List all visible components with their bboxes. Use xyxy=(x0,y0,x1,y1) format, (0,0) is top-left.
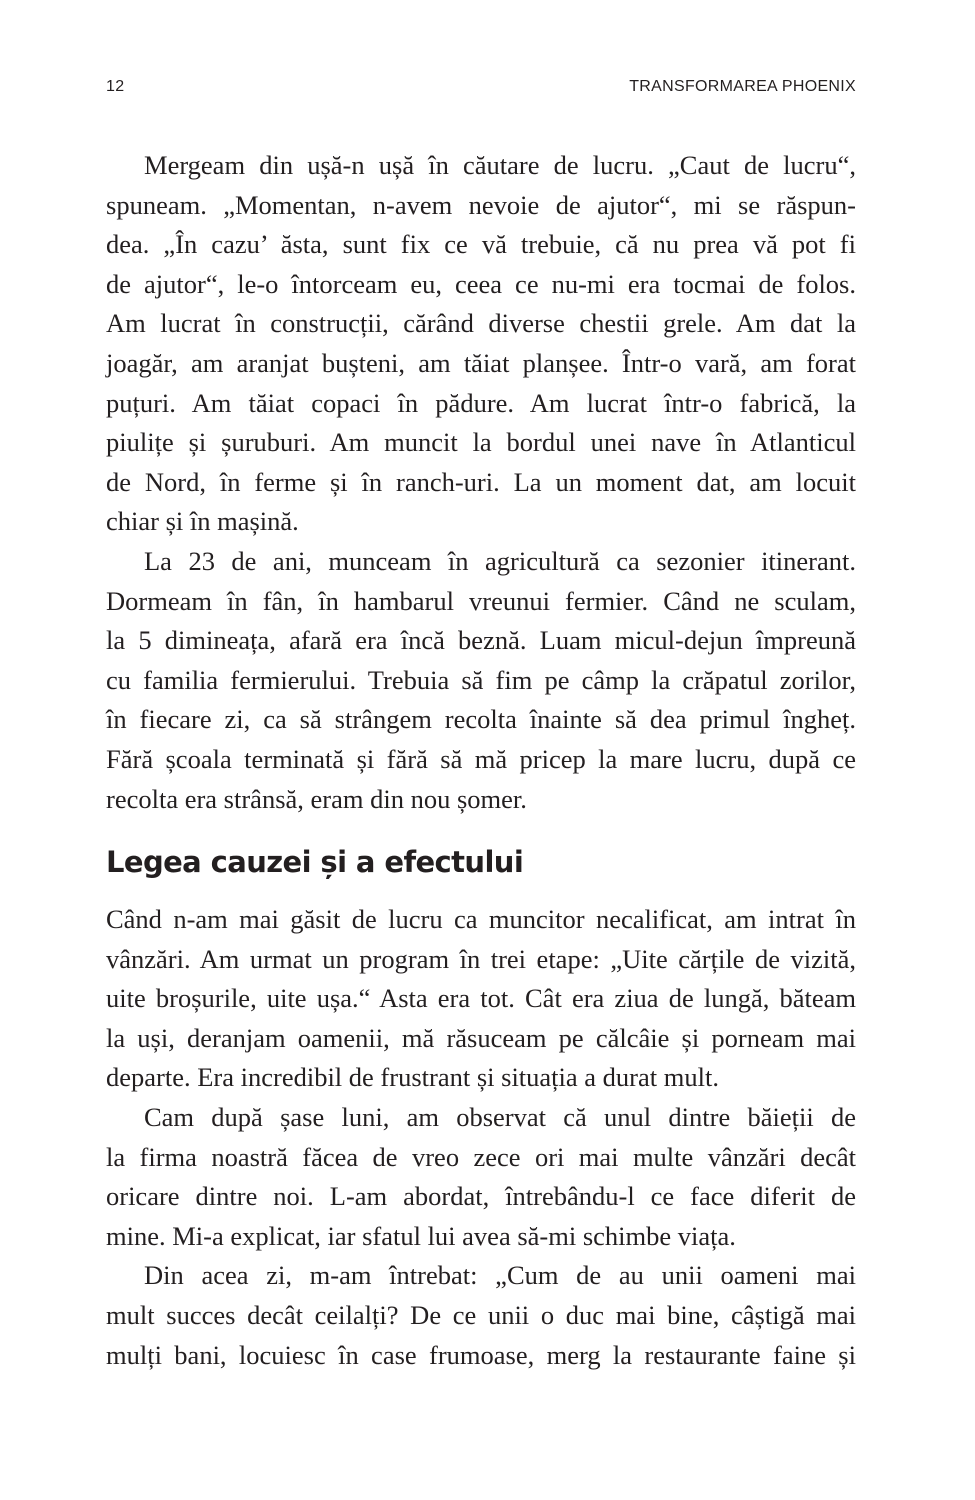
text-line: mine. Mi-a explicat, iar sfatul lui avea să-mi schimbe viața. xyxy=(106,1220,736,1251)
text-line: de Nord, în ferme și în ranch-uri. La un moment dat, am locuit xyxy=(106,466,856,497)
text-line: Am lucrat în construcții, cărând diverse chestii grele. Am dat la xyxy=(106,308,856,339)
text-line: puțuri. Am tăiat copaci în pădure. Am lucrat într-o fabrică, la xyxy=(106,387,856,418)
book-title: TRANSFORMAREA PHOENIX xyxy=(629,78,856,95)
text-line: chiar și în mașină. xyxy=(106,506,299,537)
text-line: joagăr, am aranjat bușteni, am tăiat planșee. Într-o vară, am forat xyxy=(106,347,856,378)
text-line: dea. „În cazu’ ăsta, sunt fix ce vă trebuie, că nu prea vă pot fi xyxy=(106,229,856,260)
paragraph xyxy=(106,900,856,1098)
running-header xyxy=(106,78,856,102)
paragraph xyxy=(106,146,856,542)
text-line: recolta era strânsă, eram din nou șomer. xyxy=(106,783,527,814)
text-line: la 5 dimineața, afară era încă beznă. Luam micul-dejun împreună xyxy=(106,625,856,656)
paragraph xyxy=(106,1256,856,1375)
text-line: La 23 de ani, munceam în agricultură ca sezonier itinerant. xyxy=(144,545,856,576)
text-line: la firma noastră făcea de vreo zece ori mai multe vânzări decât xyxy=(106,1141,856,1172)
text-line: departe. Era incredibil de frustrant și situația a durat mult. xyxy=(106,1062,719,1093)
text-line: Cam după șase luni, am observat că unul dintre băieții de xyxy=(144,1101,856,1132)
text-line: mult succes decât ceilalți? De ce unii o duc mai bine, câștigă mai xyxy=(106,1299,856,1330)
text-line: Mergeam din ușă-n ușă în căutare de lucru. „Caut de lucru“, xyxy=(144,150,856,180)
text-line: de ajutor“, le-o întorceam eu, ceea ce nu-mi era tocmai de folos. xyxy=(106,268,856,299)
paragraph xyxy=(106,542,856,819)
text-line: mulți bani, locuiesc în case frumoase, merg la restaurante faine și xyxy=(106,1339,856,1370)
text-line: vânzări. Am urmat un program în trei etape: „Uite cărțile de vizită, xyxy=(106,943,856,974)
text-line: Din acea zi, m-am întrebat: „Cum de au unii oameni mai xyxy=(144,1260,856,1291)
text-line: Dormeam în fân, în hambarul vreunui fermier. Când ne sculam, xyxy=(106,585,856,616)
section-2-body xyxy=(106,900,856,1375)
text-line: uite broșurile, uite ușa.“ Asta era tot. Cât era ziua de lungă, băteam xyxy=(106,983,856,1014)
paragraph xyxy=(106,1098,856,1256)
text-line: oricare dintre noi. L-am abordat, întrebându-l ce face diferit de xyxy=(106,1181,856,1212)
text-line: cu familia fermierului. Trebuia să fim pe câmp la crăpatul zorilor, xyxy=(106,664,856,695)
text-line: piulițe și șuruburi. Am muncit la bordul unei nave în Atlanticul xyxy=(106,427,856,458)
text-line: în fiecare zi, ca să strângem recolta înainte să dea primul îngheț. xyxy=(106,704,856,735)
section-heading: Legea cauzei și a efectului xyxy=(106,845,524,879)
text-line: spuneam. „Momentan, n-avem nevoie de ajutor“, mi se răspun- xyxy=(106,189,856,220)
section-1-body xyxy=(106,146,856,819)
text-line: Când n-am mai găsit de lucru ca muncitor necalificat, am intrat în xyxy=(106,904,856,934)
text-line: Fără școala terminată și fără să mă pricep la mare lucru, după ce xyxy=(106,743,856,774)
text-line: la uși, deranjam oamenii, mă răsuceam pe călcâie și porneam mai xyxy=(106,1022,856,1053)
page-number: 12 xyxy=(106,78,125,95)
